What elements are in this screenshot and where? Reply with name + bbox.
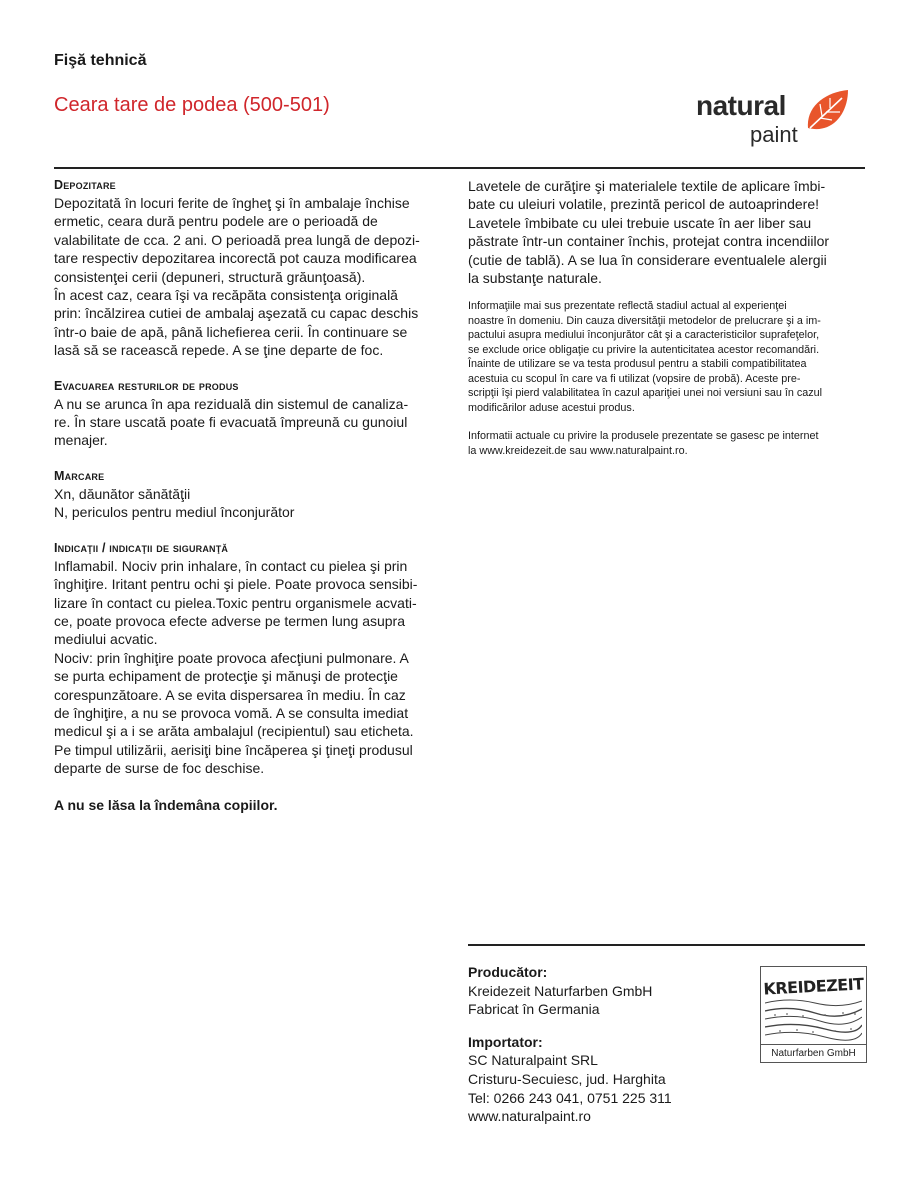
- section-heading: Marcare: [54, 468, 105, 483]
- logo-word-paint: paint: [750, 122, 798, 147]
- kreidezeit-name: KREIDEZEIT: [762, 974, 865, 999]
- body-text-line: corespunzătoare. A se evita dispersarea în mediu. În caz: [54, 686, 406, 703]
- importer-website[interactable]: www.naturalpaint.ro: [468, 1108, 591, 1125]
- online-info-line: la www.kreidezeit.de sau www.naturalpaint.ro.: [468, 444, 688, 457]
- producer-line: Fabricat în Germania: [468, 1001, 600, 1018]
- leaf-icon: [802, 88, 852, 138]
- body-text-line: lizare în contact cu pielea.Toxic pentru organismele acvati-: [54, 594, 417, 611]
- body-text-line: bate cu uleiuri volatile, prezintă pericol de autoaprindere!: [468, 196, 819, 213]
- importer-label: Importator:: [468, 1033, 543, 1050]
- body-text-line: într-o baie de apă, până lichefierea cerii. În continuare se: [54, 323, 408, 340]
- body-text-line: la substanţe naturale.: [468, 270, 602, 287]
- online-info-line: Informatii actuale cu privire la produsele prezentate se gasesc pe internet: [468, 430, 819, 443]
- disclaimer: [468, 299, 864, 415]
- left-column: [54, 177, 450, 814]
- body-text-line: re. În stare uscată poate fi evacuată împreună cu gunoiul: [54, 414, 408, 431]
- body-text-line: ermetic, ceara dură pentru podele are o perioadă de: [54, 213, 378, 230]
- body-text-line: departe de surse de foc deschise.: [54, 760, 265, 777]
- bottom-divider: [468, 944, 865, 946]
- disclaimer-line: pactului asupra mediului înconjurător cât şi a caracteristicilor suprafeţelor,: [468, 329, 820, 342]
- disclaimer-line: Înainte de utilizare se va testa produsul pentru a stabili compatibilitatea: [468, 358, 807, 371]
- child-safety-warning: A nu se lăsa la îndemâna copiilor.: [54, 796, 278, 813]
- body-text-line: A nu se arunca în apa reziduală din sistemul de canaliza-: [54, 395, 409, 412]
- body-text-line: de înghiţire, a nu se provoca vomă. A se consulta imediat: [54, 704, 409, 721]
- importer-line: Tel: 0266 243 041, 0751 225 311: [468, 1089, 672, 1106]
- section: [54, 177, 450, 360]
- section: [54, 540, 450, 778]
- kreidezeit-logo: [760, 966, 867, 1063]
- producer-label: Producător:: [468, 964, 548, 980]
- body-text-line: Lavetele îmbibate cu ulei trebuie uscate în aer liber sau: [468, 214, 812, 231]
- kreidezeit-subtitle: Naturfarben GmbH: [761, 1044, 866, 1062]
- right-column: [468, 177, 864, 458]
- section: [54, 468, 450, 522]
- top-divider: [54, 167, 865, 169]
- body-text-line: Xn, dăunător sănătăţii: [54, 485, 191, 502]
- producer-line: Kreidezeit Naturfarben GmbH: [468, 982, 653, 999]
- body-text-line: mediului acvatic.: [54, 631, 158, 648]
- section-heading: Indicaţii / indicaţii de siguranţă: [54, 540, 229, 555]
- body-text-line: tare respectiv depozitarea incorectă pot cauza modificarea: [54, 250, 417, 267]
- logo-word-natural: natural: [696, 90, 786, 121]
- body-text-line: În acest caz, ceara îşi va recăpăta consistenţa originală: [54, 287, 398, 304]
- body-text-line: înghiţire. Iritant pentru ochi şi piele. Poate provoca sensibi-: [54, 576, 418, 593]
- body-text-line: ce, poate provoca efecte adverse pe termen lung asupra: [54, 612, 405, 629]
- disclaimer-line: acestuia cu scopul în care va fi utilizat (vopsire de probă). Aceste pre-: [468, 372, 801, 385]
- body-text-line: (cutie de tablă). A se lua în considerare eventualele alergii: [468, 251, 827, 268]
- online-info: [468, 429, 864, 458]
- body-text-line: N, periculos pentru mediul înconjurător: [54, 504, 295, 521]
- body-text-line: Depozitată în locuri ferite de îngheţ şi în ambalaje închise: [54, 195, 410, 211]
- section: [54, 378, 450, 450]
- importer-line: Cristuru-Secuiesc, jud. Harghita: [468, 1070, 666, 1087]
- section-heading: Evacuarea resturilor de produs: [54, 378, 239, 393]
- body-text-line: valabilitate de cca. 2 ani. O perioadă prea lungă de depozi-: [54, 231, 420, 248]
- disclaimer-line: scripţii îşi pierd valabilitatea în cazul apariţiei unei noi versiuni sau în cazul: [468, 387, 823, 400]
- body-text-line: lasă să se racească repede. A se ţine departe de foc.: [54, 342, 384, 359]
- body-text-line: Lavetele de curăţire şi materialele textile de aplicare îmbi-: [468, 178, 826, 194]
- body-text-line: păstrate într-un container închis, protejat contra incendiilor: [468, 233, 830, 250]
- body-text-line: Nociv: prin înghiţire poate provoca afecţiuni pulmonare. A: [54, 649, 409, 666]
- body-text-line: se purta echipament de protecţie şi mănuşi de protecţie: [54, 668, 398, 685]
- body-text-line: medicul şi a i se arăta ambalajul (recipientul) sau eticheta.: [54, 723, 414, 740]
- strata-illustration-icon: [765, 995, 862, 1041]
- product-title: Ceara tare de podea (500-501): [54, 94, 330, 116]
- body-text-line: Inflamabil. Nociv prin inhalare, în contact cu pielea şi prin: [54, 557, 408, 574]
- disclaimer-line: modificărilor aduse acestui produs.: [468, 401, 635, 414]
- disclaimer-line: Informaţiile mai sus prezentate reflectă stadiul actual al experienţei: [468, 300, 787, 313]
- doc-type-label: Fişă tehnică: [54, 52, 147, 69]
- body-text-line: consistenţei cerii (depuneri, structură grăunţoasă).: [54, 268, 366, 285]
- importer-line: SC Naturalpaint SRL: [468, 1052, 598, 1069]
- natural-paint-logo: [694, 88, 854, 158]
- section-heading: Depozitare: [54, 178, 116, 192]
- disclaimer-line: noastre în domeniu. Din cauza diversităţii metodelor de prelucrare şi a im-: [468, 314, 821, 327]
- disclaimer-line: se exclude orice obligaţie cu privire la autenticitatea acestor recomandări.: [468, 343, 820, 356]
- producer-block: [468, 963, 748, 1126]
- body-text-line: prin: încălzirea cutiei de ambalaj aşezată cu capac deschis: [54, 305, 419, 322]
- body-text-line: menajer.: [54, 432, 108, 449]
- body-text-line: Pe timpul utilizării, aerisiţi bine încăperea şi ţineţi produsul: [54, 741, 413, 758]
